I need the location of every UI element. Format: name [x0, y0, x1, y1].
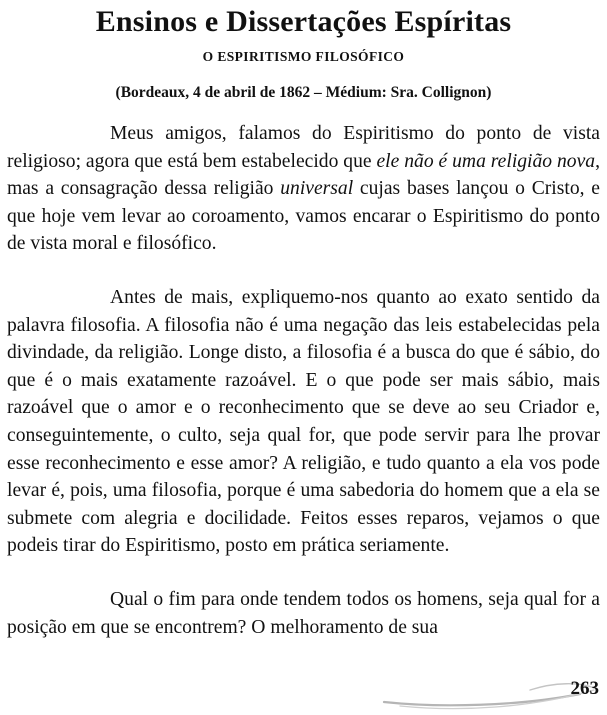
paragraph-1-italic-a: ele não é uma religião nova	[376, 150, 596, 172]
page-number: 263	[570, 678, 599, 699]
paragraph-1-text-e: cujas bases lançou o Cristo, e que hoje vem levar ao coroamento, vamos encarar o Espiritismo do ponto de vista moral e filosófico.	[7, 178, 600, 255]
chapter-title: Ensinos e Dissertações Espíritas	[95, 5, 512, 38]
paragraph-1-text-a: Meus amigos, falamos do Espiritismo do ponto de vista religioso; agora que está bem estabelecido que	[7, 123, 600, 172]
paragraph-2: Antes de mais, expliquemo-nos quanto ao exato sentido da palavra filosofia. A filosofia não é uma negação das leis estabelecidas pela divindade, da religião. Longe disto, a filosofia é a busca do que é sábio, do que é o mais exatamente razoável. E o que pode ser mais sábio, mais razoável que o amor e o reconhecimento que se deve ao seu Criador e, conseguintemente, o culto, seja qual for, que pode servir para lhe provar esse reconhecimento e esse amor? A religião, e tudo quanto a ela vos pode levar é, pois, uma filosofia, porque é uma sabedoria do homem que a ela se submete com alegria e docilidade. Feitos esses reparos, vejamos o que podeis tirar do Espiritismo, posto em prática seriamente.	[7, 286, 600, 557]
paragraph-1	[7, 120, 600, 258]
section-subtitle: O ESPIRITISMO FILOSÓFICO	[202, 49, 405, 64]
body-text	[7, 120, 600, 641]
paragraph-1-italic-b: universal	[280, 178, 354, 200]
paragraph-3: Qual o fim para onde tendem todos os homens, seja qual for a posição em que se encontrem? O melhoramento de sua	[7, 588, 600, 638]
message-source: (Bordeaux, 4 de abril de 1862 – Médium: Sra. Collignon)	[115, 84, 492, 101]
page-footer	[0, 668, 607, 715]
paragraph-1-text-c: , mas a consagração dessa religião	[7, 150, 600, 200]
swoosh-ornament-icon	[380, 672, 600, 712]
